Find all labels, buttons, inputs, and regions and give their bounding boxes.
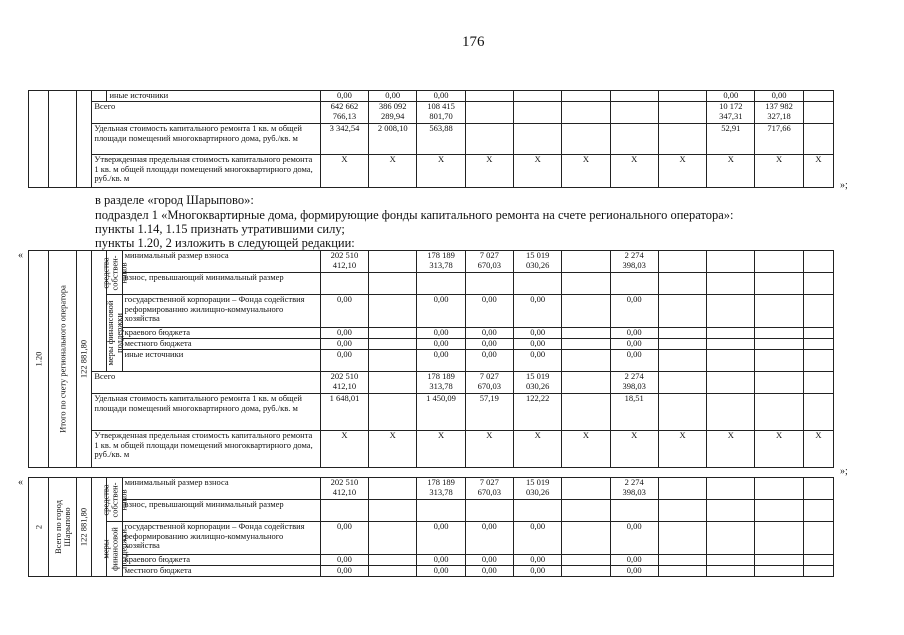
x-mark: X: [803, 155, 833, 188]
quote-close: »;: [840, 180, 848, 191]
value-cell: 0,00: [320, 91, 368, 102]
value-cell: 0,00: [417, 91, 465, 102]
value-cell: 0,00: [320, 555, 368, 566]
value-cell: 0,00: [465, 566, 513, 577]
table-item-1-20: [28, 250, 834, 468]
value-cell: 0,00: [417, 328, 465, 339]
value-cell: 0,00: [465, 522, 513, 555]
value-cell: 0,00: [320, 339, 368, 350]
value-cell: 7 027 670,03: [465, 478, 513, 500]
x-mark: X: [513, 155, 561, 188]
value-cell: 1 648,01: [320, 394, 368, 431]
value-cell: 202 510 412,10: [320, 478, 368, 500]
value-cell: 0,00: [707, 91, 755, 102]
value-cell: 0,00: [513, 295, 561, 328]
group-financial-support: меры финансовой поддержки: [107, 522, 122, 577]
quote-close: »;: [840, 466, 848, 477]
value-cell: 2 008,10: [369, 124, 417, 155]
value-cell: 0,00: [465, 339, 513, 350]
row-label: взнос, превышающий минимальный размер: [122, 500, 320, 522]
value-cell: 0,00: [320, 522, 368, 555]
value-cell: 2 274 398,03: [610, 251, 658, 273]
item-name: Итого по счету регионального оператора: [49, 251, 77, 468]
value-cell: 0,00: [610, 522, 658, 555]
row-label: иные источники: [122, 350, 320, 372]
row-label: взнос, превышающий минимальный размер: [122, 273, 320, 295]
value-cell: 178 189 313,78: [417, 478, 465, 500]
table-row: [29, 555, 834, 566]
value-cell: 0,00: [513, 566, 561, 577]
row-label: Всего: [92, 102, 320, 124]
table-row: [29, 155, 834, 188]
value-cell: 0,00: [320, 328, 368, 339]
value-cell: 108 415 801,70: [417, 102, 465, 124]
value-cell: 0,00: [513, 555, 561, 566]
area-value: 122 881,80: [77, 251, 92, 468]
table-cell: [49, 91, 77, 188]
table-row: [29, 339, 834, 350]
table-row: [29, 102, 834, 124]
row-label: минимальный размер взноса: [122, 251, 320, 273]
table-cell: [92, 91, 107, 102]
row-label: Удельная стоимость капитального ремонта 1 кв. м общей площади помещений многоквартирного дома, руб./кв. м: [92, 394, 320, 431]
table-row: [29, 273, 834, 295]
table-cell: [77, 91, 92, 188]
x-mark: X: [513, 431, 561, 468]
page-number: 176: [462, 34, 485, 50]
value-cell: 10 172 347,31: [707, 102, 755, 124]
value-cell: 1 450,09: [417, 394, 465, 431]
row-label: краевого бюджета: [122, 555, 320, 566]
value-cell: 0,00: [610, 566, 658, 577]
x-mark: X: [755, 431, 803, 468]
table-row: [29, 394, 834, 431]
value-cell: 7 027 670,03: [465, 372, 513, 394]
table-row: [29, 328, 834, 339]
table-row: [29, 350, 834, 372]
value-cell: 0,00: [513, 350, 561, 372]
x-mark: X: [562, 155, 610, 188]
row-label: краевого бюджета: [122, 328, 320, 339]
value-cell: 202 510 412,10: [320, 251, 368, 273]
value-cell: 0,00: [465, 350, 513, 372]
item-number: 1.20: [29, 251, 49, 468]
table-continuation: [28, 90, 834, 188]
value-cell: 0,00: [610, 295, 658, 328]
x-mark: X: [369, 155, 417, 188]
table-row: [29, 431, 834, 468]
value-cell: 57,19: [465, 394, 513, 431]
table-cell: [29, 91, 49, 188]
value-cell: 0,00: [320, 350, 368, 372]
row-label: государственной корпорации – Фонда содействия реформированию жилищно-коммунального хозяйства: [122, 295, 320, 328]
row-label: минимальный размер взноса: [122, 478, 320, 500]
paragraph-2: подраздел 1 «Многоквартирные дома, формирующие фонды капитального ремонта на счете регионального оператора»:: [95, 208, 734, 222]
value-cell: 202 510 412,10: [320, 372, 368, 394]
value-cell: 0,00: [610, 555, 658, 566]
value-cell: 0,00: [465, 328, 513, 339]
x-mark: X: [465, 155, 513, 188]
x-mark: X: [707, 155, 755, 188]
x-mark: X: [465, 431, 513, 468]
value-cell: 642 662 766,13: [320, 102, 368, 124]
x-mark: X: [707, 431, 755, 468]
row-label: иные источники: [107, 91, 320, 102]
table-row: [29, 124, 834, 155]
x-mark: X: [803, 431, 833, 468]
value-cell: 178 189 313,78: [417, 372, 465, 394]
value-cell: 0,00: [755, 91, 803, 102]
x-mark: X: [320, 431, 368, 468]
x-mark: X: [755, 155, 803, 188]
value-cell: 0,00: [417, 555, 465, 566]
value-cell: 563,88: [417, 124, 465, 155]
group-financial-support: меры финансовой поддержки: [107, 295, 122, 372]
table-row: [29, 566, 834, 577]
value-cell: 0,00: [417, 566, 465, 577]
value-cell: 0,00: [417, 295, 465, 328]
value-cell: 3 342,54: [320, 124, 368, 155]
value-cell: 0,00: [320, 295, 368, 328]
value-cell: 178 189 313,78: [417, 251, 465, 273]
x-mark: X: [417, 431, 465, 468]
table-row: [29, 91, 834, 102]
table-row: [29, 295, 834, 328]
table-row: [29, 522, 834, 555]
value-cell: 0,00: [513, 522, 561, 555]
item-number: 2: [29, 478, 49, 577]
row-label: Утвержденная предельная стоимость капитального ремонта 1 кв. м общей площади помещений многоквартирного дома, руб./кв. м: [92, 155, 320, 188]
value-cell: 0,00: [417, 339, 465, 350]
value-cell: 15 019 030,26: [513, 251, 561, 273]
value-cell: 122,22: [513, 394, 561, 431]
x-mark: X: [610, 155, 658, 188]
value-cell: 15 019 030,26: [513, 372, 561, 394]
row-label: Утвержденная предельная стоимость капитального ремонта 1 кв. м общей площади помещений многоквартирного дома, руб./кв. м: [92, 431, 320, 468]
value-cell: 7 027 670,03: [465, 251, 513, 273]
value-cell: 0,00: [513, 328, 561, 339]
row-label: Удельная стоимость капитального ремонта 1 кв. м общей площади помещений многоквартирного дома, руб./кв. м: [92, 124, 320, 155]
value-cell: 0,00: [320, 566, 368, 577]
value-cell: 0,00: [369, 91, 417, 102]
x-mark: X: [658, 431, 706, 468]
value-cell: 52,91: [707, 124, 755, 155]
row-label: Всего: [92, 372, 320, 394]
paragraph-4: пункты 1.20, 2 изложить в следующей редакции:: [95, 236, 355, 250]
value-cell: 0,00: [513, 339, 561, 350]
value-cell: 15 019 030,26: [513, 478, 561, 500]
table-row: [29, 500, 834, 522]
paragraph-1: в разделе «город Шарыпово»:: [95, 193, 254, 207]
value-cell: 2 274 398,03: [610, 372, 658, 394]
row-label: местного бюджета: [122, 566, 320, 577]
quote-open: «: [18, 250, 23, 261]
row-label: государственной корпорации – Фонда содействия реформированию жилищно-коммунального хозяйства: [122, 522, 320, 555]
value-cell: 0,00: [465, 295, 513, 328]
value-cell: 0,00: [610, 350, 658, 372]
x-mark: X: [369, 431, 417, 468]
value-cell: 18,51: [610, 394, 658, 431]
value-cell: 717,66: [755, 124, 803, 155]
value-cell: 0,00: [417, 350, 465, 372]
x-mark: X: [562, 431, 610, 468]
value-cell: 137 982 327,18: [755, 102, 803, 124]
value-cell: 0,00: [465, 555, 513, 566]
value-cell: 0,00: [610, 328, 658, 339]
group-owner-funds: средства собствен- ников: [107, 478, 122, 522]
value-cell: 0,00: [610, 339, 658, 350]
area-value: 122 881,80: [77, 478, 92, 577]
table-row: [29, 478, 834, 500]
value-cell: 0,00: [417, 522, 465, 555]
value-cell: 2 274 398,03: [610, 478, 658, 500]
value-cell: 386 092 289,94: [369, 102, 417, 124]
x-mark: X: [658, 155, 706, 188]
table-item-2: [28, 477, 834, 577]
quote-open: «: [18, 477, 23, 488]
x-mark: X: [320, 155, 368, 188]
table-row: [29, 372, 834, 394]
paragraph-3: пункты 1.14, 1.15 признать утратившими силу;: [95, 222, 345, 236]
x-mark: X: [610, 431, 658, 468]
group-owner-funds: средства собствен- ников: [107, 251, 122, 295]
table-row: [29, 251, 834, 273]
item-name: Всего по город Шарыпово: [49, 478, 77, 577]
row-label: местного бюджета: [122, 339, 320, 350]
x-mark: X: [417, 155, 465, 188]
